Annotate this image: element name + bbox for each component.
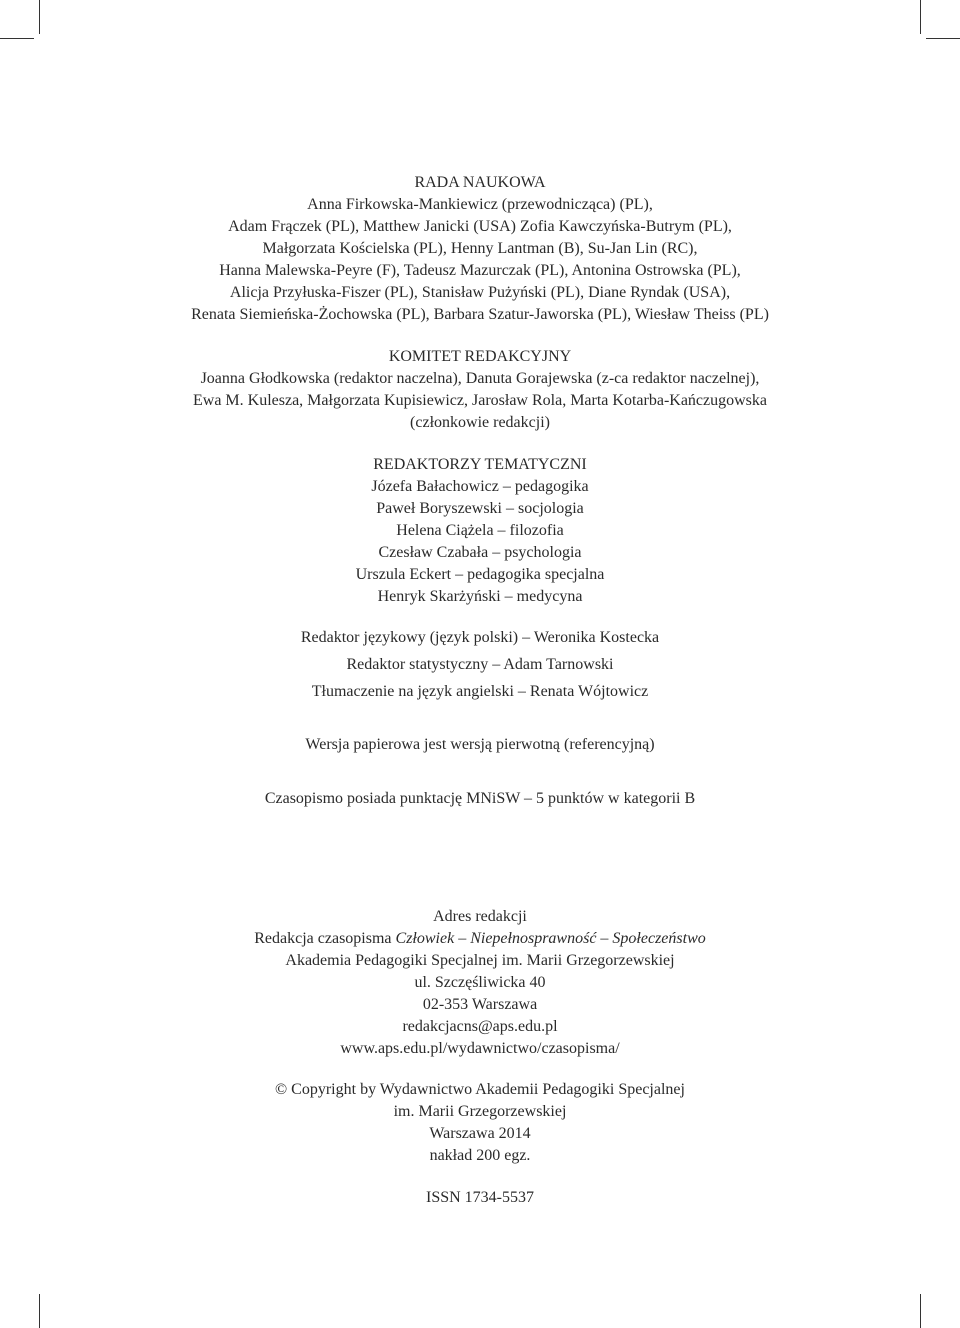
rada-line: Anna Firkowska-Mankiewicz (przewodnicząca) (PL), (307, 196, 653, 213)
copyright-line: im. Marii Grzegorzewskiej (393, 1103, 567, 1120)
website-link[interactable]: www.aps.edu.pl/wydawnictwo/czasopisma/ (340, 1040, 620, 1057)
crop-mark-top-left-horizontal (0, 38, 34, 39)
tematyczni-line: Henryk Skarżyński – medycyna (377, 588, 583, 605)
issn: ISSN 1734-5537 (425, 1189, 534, 1206)
tematyczni-line: Paweł Boryszewski – socjologia (376, 500, 584, 517)
adres-line: Akademia Pedagogiki Specjalnej im. Marii Grzegorzewskiej (285, 952, 675, 969)
rada-line: Hanna Malewska-Peyre (F), Tadeusz Mazurczak (PL), Antonina Ostrowska (PL), (219, 262, 741, 279)
rada-line: Małgorzata Kościelska (PL), Henny Lantman (B), Su-Jan Lin (RC), (262, 240, 698, 257)
redaktor-statystyczny: Redaktor statystyczny – Adam Tarnowski (346, 656, 614, 673)
crop-mark-top-right-horizontal (926, 38, 960, 39)
tematyczni-line: Urszula Eckert – pedagogika specjalna (355, 566, 605, 583)
adres-line: ul. Szczęśliwicka 40 (414, 974, 546, 991)
tlumaczenie: Tłumaczenie na język angielski – Renata Wójtowicz (311, 683, 649, 700)
komitet-line: Joanna Głodkowska (redaktor naczelna), Danuta Gorajewska (z-ca redaktor naczelnej), (200, 370, 760, 387)
tematyczni-line: Józefa Bałachowicz – pedagogika (371, 478, 589, 495)
crop-mark-bottom-left (39, 1294, 40, 1328)
copyright-line: © Copyright by Wydawnictwo Akademii Pedagogiki Specjalnej (275, 1081, 685, 1098)
crop-mark-top-right (920, 0, 921, 34)
crop-mark-top-left (39, 0, 40, 34)
crop-mark-bottom-right (920, 1294, 921, 1328)
tematyczni-line: Helena Ciążela – filozofia (396, 522, 564, 539)
punktacja-note: Czasopismo posiada punktację MNiSW – 5 punktów w kategorii B (264, 790, 696, 807)
adres-line: 02-353 Warszawa (422, 996, 538, 1013)
adres-journal (0, 929, 960, 949)
tematyczni-line: Czesław Czabała – psychologia (378, 544, 582, 561)
komitet-heading: KOMITET REDAKCYJNY (388, 348, 572, 365)
copyright-line: Warszawa 2014 (429, 1125, 531, 1142)
adres-journal-prefix: Redakcja czasopisma (254, 930, 396, 947)
rada-line: Adam Frączek (PL), Matthew Janicki (USA) Zofia Kawczyńska-Butrym (PL), (228, 218, 732, 235)
rada-heading: RADA NAUKOWA (414, 174, 546, 191)
wersja-note: Wersja papierowa jest wersją pierwotną (referencyjną) (305, 736, 655, 753)
komitet-line: Ewa M. Kulesza, Małgorzata Kupisiewicz, Jarosław Rola, Marta Kotarba-Kańczugowska (192, 392, 768, 409)
journal-title: Człowiek – Niepełnosprawność – Społeczeństwo (395, 930, 706, 947)
tematyczni-heading: REDAKTORZY TEMATYCZNI (373, 456, 587, 473)
rada-line: Alicja Przyłuska-Fiszer (PL), Stanisław Pużyński (PL), Diane Ryndak (USA), (229, 284, 731, 301)
adres-heading: Adres redakcji (433, 908, 527, 925)
copyright-line: nakład 200 egz. (429, 1147, 531, 1164)
email-link[interactable]: redakcjacns@aps.edu.pl (402, 1018, 558, 1035)
komitet-line: (członkowie redakcji) (410, 414, 550, 431)
redaktor-jezykowy: Redaktor językowy (język polski) – Weronika Kostecka (300, 629, 660, 646)
rada-line: Renata Siemieńska-Żochowska (PL), Barbara Szatur-Jaworska (PL), Wiesław Theiss (PL) (191, 306, 769, 323)
